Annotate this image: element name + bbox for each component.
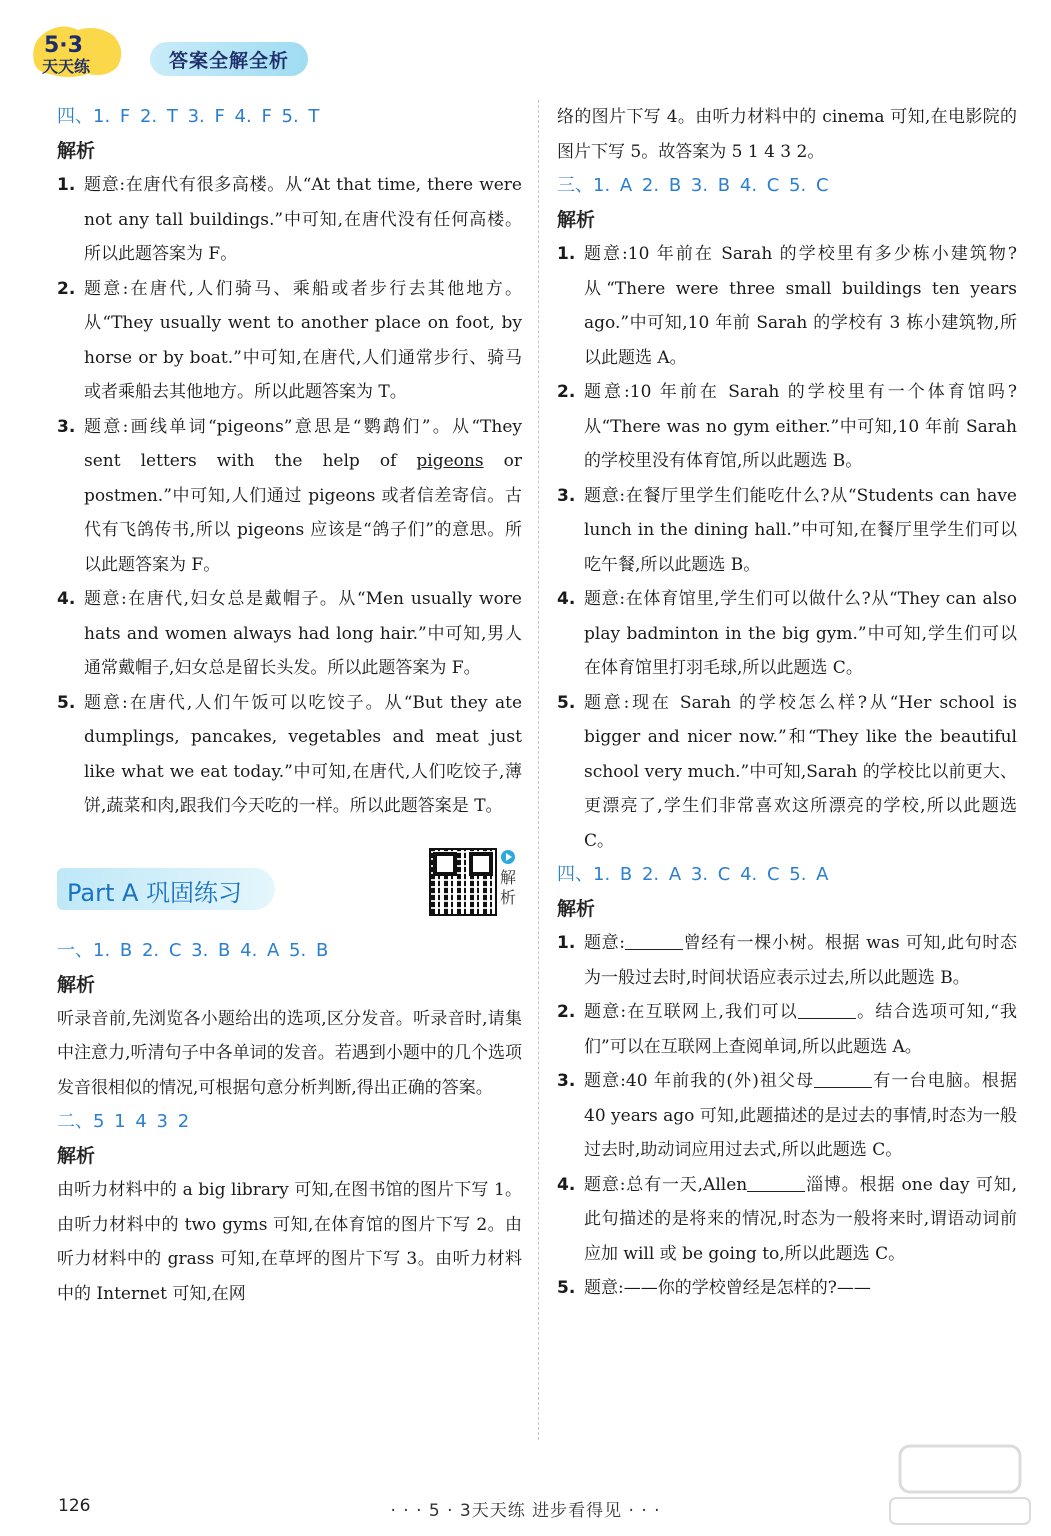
item-number: 3. [57, 416, 76, 437]
part-a-2-text: 由听力材料中的 a big library 可知,在图书馆的图片下写 1。由听力材料中的 two gyms 可知,在体育馆的图片下写 2。由听力材料中的 grass 可知,在草坪的图片下写 3。由听力材料中的 Internet 可知,在网 [57, 1180, 522, 1304]
item-text: 题意:——你的学校曾经是怎样的?—— [584, 1278, 871, 1298]
item-number: 4. [557, 1174, 576, 1195]
item-text: 题意:10 年前在 Sarah 的学校里有多少栋小建筑物?从“There were three small buildings ten years ago.”中可知,10 年前 Sarah 的学校有 3 栋小建筑物,所以此题选 A。 [584, 244, 1017, 368]
item-text [584, 995, 1017, 1064]
item-text-post: 淄博。根据 one day 可知,此句描述的是将来的情况,时态为一般将来时,谓语动词前应加 will 或 be going to,所以此题选 C。 [584, 1174, 1017, 1264]
item-text: 题意:在体育馆里,学生们可以做什么?从“They can also play badminton in the big gym.”中可知,学生们可以在体育馆里打羽毛球,所以此题选 C。 [584, 589, 1017, 678]
item-text-pre: 题意:总有一天,Allen [584, 1174, 748, 1195]
item-text-post: 。结合选项可知,“我们”可以在互联网上查阅单词,所以此题选 A。 [584, 1002, 1017, 1057]
item-text-post: 曾经有一棵小树。根据 was 可知,此句时态为一般过去时,时间状语应表示过去,所以此题选 B。 [584, 933, 1017, 988]
header-banner [150, 42, 308, 76]
item-text: 题意:在唐代,人们骑马、乘船或者步行去其他地方。从“They usually went to another place on foot, by horse or by boat.”中可知,在唐代,人们通常步行、骑马或者乘船去其他地方。所以此题答案为 T。 [84, 278, 522, 402]
column-divider [538, 100, 539, 1440]
item-text-post: or postmen.”中可知,人们通过 pigeons 或者信差寄信。古代有飞鸽传书,所以 pigeons 应该是“鸽子们”的意思。所以此题答案为 F。 [84, 451, 523, 575]
answer-blank [747, 1174, 805, 1192]
explanation-item [557, 237, 1017, 375]
item-text-pre: 题意: [584, 933, 626, 953]
item-number: 4. [57, 589, 76, 609]
part-a-3-answers: 三、1. A 2. B 3. B 4. C 5. C [557, 175, 829, 196]
part-a-title: Part A 巩固练习 [67, 878, 243, 907]
item-number: 5. [557, 1278, 576, 1298]
footer-slogan: · · · 5 · 3天天练 进步看得见 · · · [390, 1501, 661, 1521]
explanation-item [57, 582, 522, 686]
explanation-item [557, 479, 1017, 583]
header-banner-text: 答案全解全析 [168, 50, 289, 72]
part-a-2-answers: 二、5 1 4 3 2 [57, 1111, 190, 1132]
item-text-pre: 题意:在互联网上,我们可以 [584, 1002, 798, 1022]
explanation-item [57, 272, 522, 410]
qr-code-icon[interactable] [429, 848, 497, 916]
item-number: 3. [557, 1071, 576, 1091]
item-number: 2. [557, 1002, 576, 1022]
part-a-4-answers: 四、1. B 2. A 3. C 4. C 5. A [557, 864, 829, 885]
explanation-item [557, 1064, 1017, 1168]
play-icon [501, 850, 515, 864]
right-column [557, 100, 1017, 1306]
page-header [28, 22, 328, 82]
item-text [584, 1064, 1017, 1168]
section-4-answers: 四、1. F 2. T 3. F 4. F 5. T [57, 106, 320, 127]
part-a-heading [57, 842, 522, 934]
svg-text:天天练: 天天练 [42, 57, 91, 76]
explanation-item [57, 168, 522, 272]
underlined-word: pigeons [416, 451, 484, 471]
explanation-item [557, 926, 1017, 995]
explanation-item [557, 995, 1017, 1064]
watermark-icon [860, 1440, 1040, 1530]
part-a-3-jiexi-label: 解析 [557, 209, 596, 231]
item-number: 2. [57, 278, 76, 299]
explanation-item [557, 582, 1017, 686]
answer-blank [814, 1070, 872, 1088]
explanation-item [557, 375, 1017, 479]
part-a-tag [57, 868, 275, 910]
item-number: 1. [57, 175, 76, 195]
part-a-2-text-continued: 络的图片下写 4。由听力材料中的 cinema 可知,在电影院的图片下写 5。故答案为 5 1 4 3 2。 [557, 107, 1017, 162]
page-number: 126 [58, 1496, 91, 1516]
item-number: 2. [557, 382, 576, 402]
item-text-pre: 题意:画线单词“pigeons”意思是“鹦鹉们”。从“They sent letters with the help of [84, 416, 522, 471]
item-text-pre: 题意:40 年前我的(外)祖父母 [584, 1071, 815, 1091]
section-4-jiexi-label: 解析 [57, 140, 96, 162]
item-text [84, 410, 522, 583]
part-a-1-answers: 一、1. B 2. C 3. B 4. A 5. B [57, 939, 329, 961]
item-text: 题意:在餐厅里学生们能吃什么?从“Students can have lunch in the dining hall.”中可知,在餐厅里学生们可以吃午餐,所以此题选 B。 [584, 485, 1017, 575]
item-text [584, 926, 1017, 995]
item-text: 题意:现在 Sarah 的学校怎么样?从“Her school is bigger and nicer now.”和“They like the beautiful school very much.”中可知,Sarah 的学校比以前更大、更漂亮了,学生们非常喜欢这所漂亮的学校,所以此题选 C。 [584, 692, 1017, 851]
explanation-item [57, 686, 522, 824]
item-text: 题意:在唐代,人们午饭可以吃饺子。从“But they ate dumplings, pancakes, vegetables and meat just like what we eat today.”中可知,在唐代,人们吃饺子,薄饼,蔬菜和肉,跟我们今天吃的一样。所以此题答案是 T。 [84, 692, 522, 816]
explanation-item [557, 1168, 1017, 1272]
item-text-post: 有一台电脑。根据 40 years ago 可知,此题描述的是过去的事情,时态为一般过去时,助动词应用过去式,所以此题选 C。 [584, 1071, 1017, 1160]
item-number: 5. [57, 692, 76, 713]
left-column [57, 100, 522, 1311]
qr-label: 解析 [500, 867, 517, 907]
item-number: 1. [557, 244, 576, 264]
explanation-item [557, 1271, 1017, 1306]
part-a-4-jiexi-label: 解析 [557, 898, 596, 920]
answer-blank [798, 1001, 856, 1019]
item-text [584, 1168, 1017, 1272]
svg-text:5·3: 5·3 [44, 33, 83, 58]
brand-logo-icon [28, 22, 128, 80]
item-number: 4. [557, 589, 576, 609]
item-text: 题意:在唐代有很多高楼。从“At that time, there were not any tall buildings.”中可知,在唐代没有任何高楼。所以此题答案为 F。 [84, 175, 522, 264]
part-a-2-jiexi-label: 解析 [57, 1145, 96, 1167]
item-number: 1. [557, 933, 576, 953]
part-a-1-jiexi-label: 解析 [57, 973, 96, 996]
item-text: 题意:在唐代,妇女总是戴帽子。从“Men usually wore hats and women always had long hair.”中可知,男人通常戴帽子,妇女总是留长头发。所以此题答案为 F。 [84, 589, 522, 678]
explanation-item [57, 410, 522, 583]
item-number: 5. [557, 692, 576, 713]
item-text: 题意:10 年前在 Sarah 的学校里有一个体育馆吗?从“There was no gym either.”中可知,10 年前 Sarah 的学校里没有体育馆,所以此题选 B。 [584, 382, 1017, 471]
explanation-item [557, 686, 1017, 859]
part-a-1-text: 听录音前,先浏览各小题给出的选项,区分发音。听录音时,请集中注意力,听清句子中各单词的发音。若遇到小题中的几个选项发音很相似的情况,可根据句意分析判断,得出正确的答案。 [57, 1008, 522, 1098]
item-number: 3. [557, 485, 576, 506]
answer-blank [625, 932, 683, 950]
